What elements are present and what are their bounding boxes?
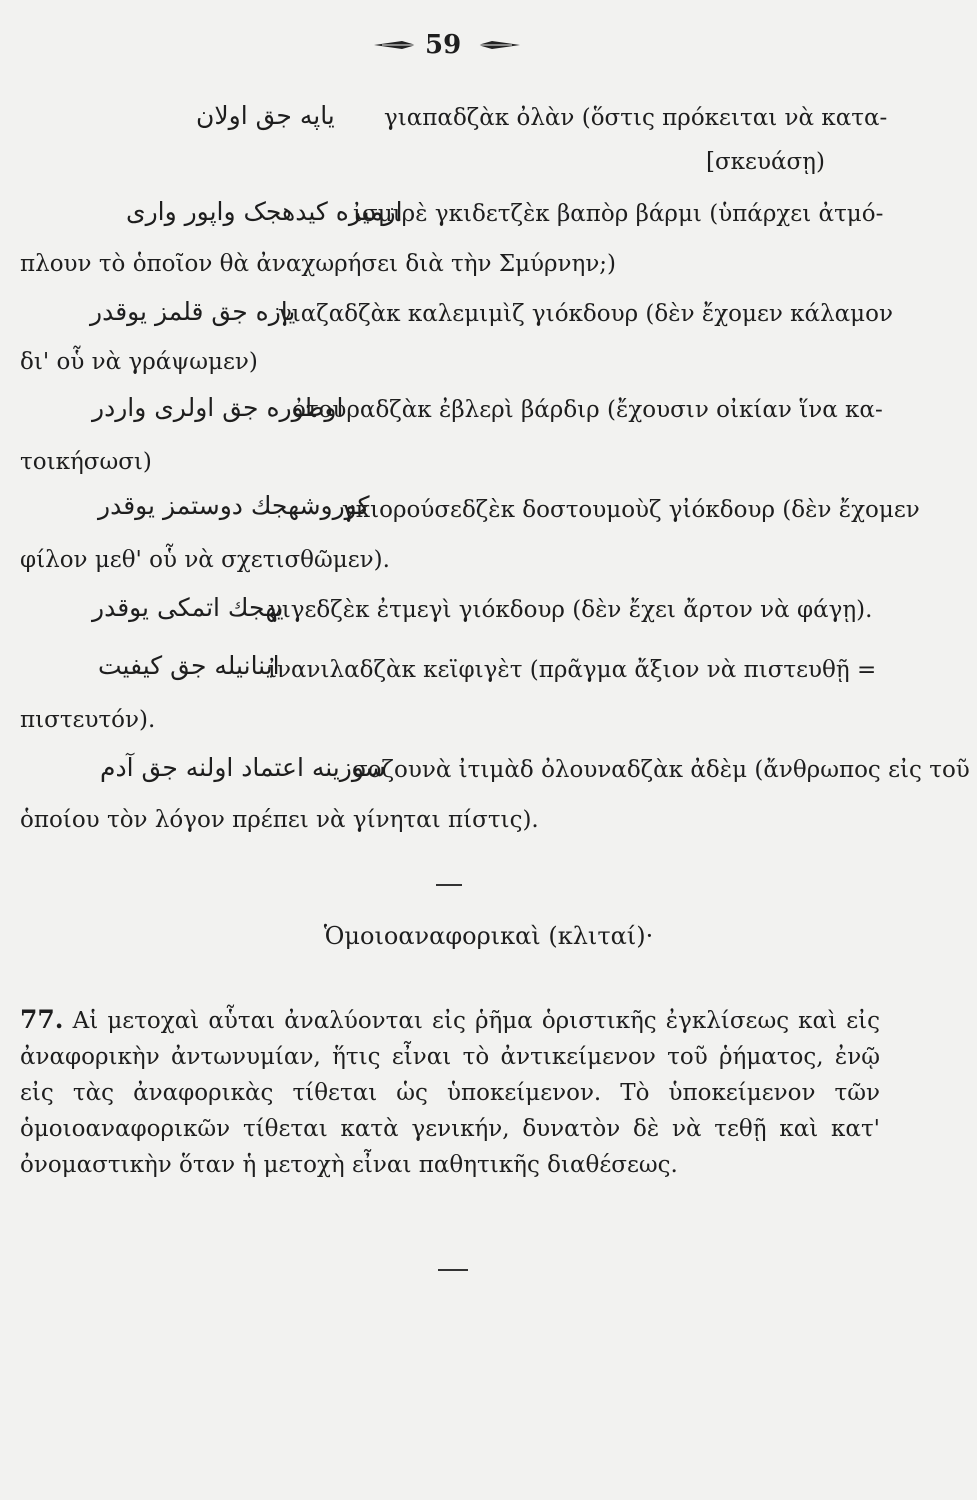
- entry-5-turkish: کوروشهجك دوستمز یوقدر: [98, 491, 370, 520]
- paragraph-77: [20, 1002, 880, 1183]
- entry-3-continuation: δι' οὗ νὰ γράψωμεν): [20, 349, 258, 375]
- entry-8-greek: σοζουνὰ ἰτιμὰδ ὀλουναδζὰκ ἀδὲμ (ἄνθρωπος εἰς τοῦ: [352, 757, 970, 783]
- entry-4-greek: ὀτουραδζὰκ ἐβλερὶ βάρδιρ (ἔχουσιν οἰκίαν ἵνα κα-: [292, 397, 883, 423]
- entry-8-continuation: ὁποίου τὸν λόγον πρέπει νὰ γίνηται πίστις).: [20, 807, 539, 833]
- entry-2-continuation: πλουν τὸ ὁποῖον θὰ ἀναχωρήσει διὰ τὴν Σμύρνην;): [20, 251, 617, 277]
- entry-8-turkish: سوزینه اعتماد اولنه جق آدم: [100, 753, 386, 782]
- entry-6-greek: γιγεδζὲκ ἐτμεγὶ γιόκδουρ (δὲν ἔχει ἄρτον νὰ φάγῃ).: [268, 597, 873, 623]
- entry-1-turkish: یاپه جق اولان: [196, 101, 335, 130]
- entry-7-turkish: اینانیله جق کیفیت: [98, 651, 280, 680]
- paragraph-number: 77.: [20, 1005, 64, 1034]
- section-title: Ὁμοιοαναφορικαὶ (κλιταί)·: [323, 922, 654, 950]
- entry-2-greek: ἰσμιρὲ γκιδετζὲκ βαπὸρ βάρμι (ὑπάρχει ἀτμό-: [353, 201, 884, 227]
- page-header: [0, 28, 977, 68]
- section-divider: [436, 884, 462, 886]
- entry-7-greek: ἰνανιλαδζὰκ κεϊφιγὲτ (πρᾶγμα ἄξιον νὰ πιστευθῇ =: [268, 657, 877, 683]
- paragraph-text: Αἱ μετοχαὶ αὗται ἀναλύονται εἰς ῥῆμα ὁριστικῆς ἐγκλίσεως καὶ εἰς ἀναφορικὴν ἀντωνυμίαν, ἥτις εἶναι τὸ ἀντικείμενον τοῦ ῥήματος, ἐνῷ εἰς τὰς ἀναφορικὰς τίθεται ὡς ὑποκείμενον. Τὸ ὑποκείμενον τῶν ὁμοιοαναφορικῶν τίθεται κατὰ γενικήν, δυνατὸν δὲ νὰ τεθῇ καὶ κατ' ὀνομαστικὴν ὅταν ἡ μετοχὴ εἶναι παθητικῆς διαθέσεως.: [20, 1008, 881, 1178]
- entry-2-turkish: ازمیره کیدهجک واپور واری: [126, 197, 403, 226]
- entry-1-continuation: [σκευάσῃ): [706, 149, 825, 175]
- page-number: 59: [425, 30, 462, 60]
- entry-1-greek: γιαπαδζὰκ ὀλὰν (ὅστις πρόκειται νὰ κατα-: [384, 105, 888, 131]
- right-ornament-icon: [476, 38, 522, 52]
- entry-5-continuation: φίλον μεθ' οὗ νὰ σχετισθῶμεν).: [20, 547, 390, 573]
- entry-3-turkish: یازه جق قلمز یوقدر: [90, 297, 296, 326]
- left-ornament-icon: [372, 38, 418, 52]
- entry-3-greek: γιαζαδζὰκ καλεμιμὶζ γιόκδουρ (δὲν ἔχομεν κάλαμον: [278, 301, 893, 327]
- entry-7-continuation: πιστευτόν).: [20, 707, 156, 733]
- entry-6-turkish: یهجك اتمکی یوقدر: [92, 593, 284, 622]
- entry-4-turkish: اوطوره جق اولری واردر: [92, 393, 344, 422]
- bottom-divider: [438, 1269, 468, 1271]
- entry-5-greek: γκιορούσεδζὲκ δοστουμοὺζ γἰόκδουρ (δὲν ἔχομεν: [342, 497, 920, 523]
- entry-4-continuation: τοικήσωσι): [20, 449, 152, 475]
